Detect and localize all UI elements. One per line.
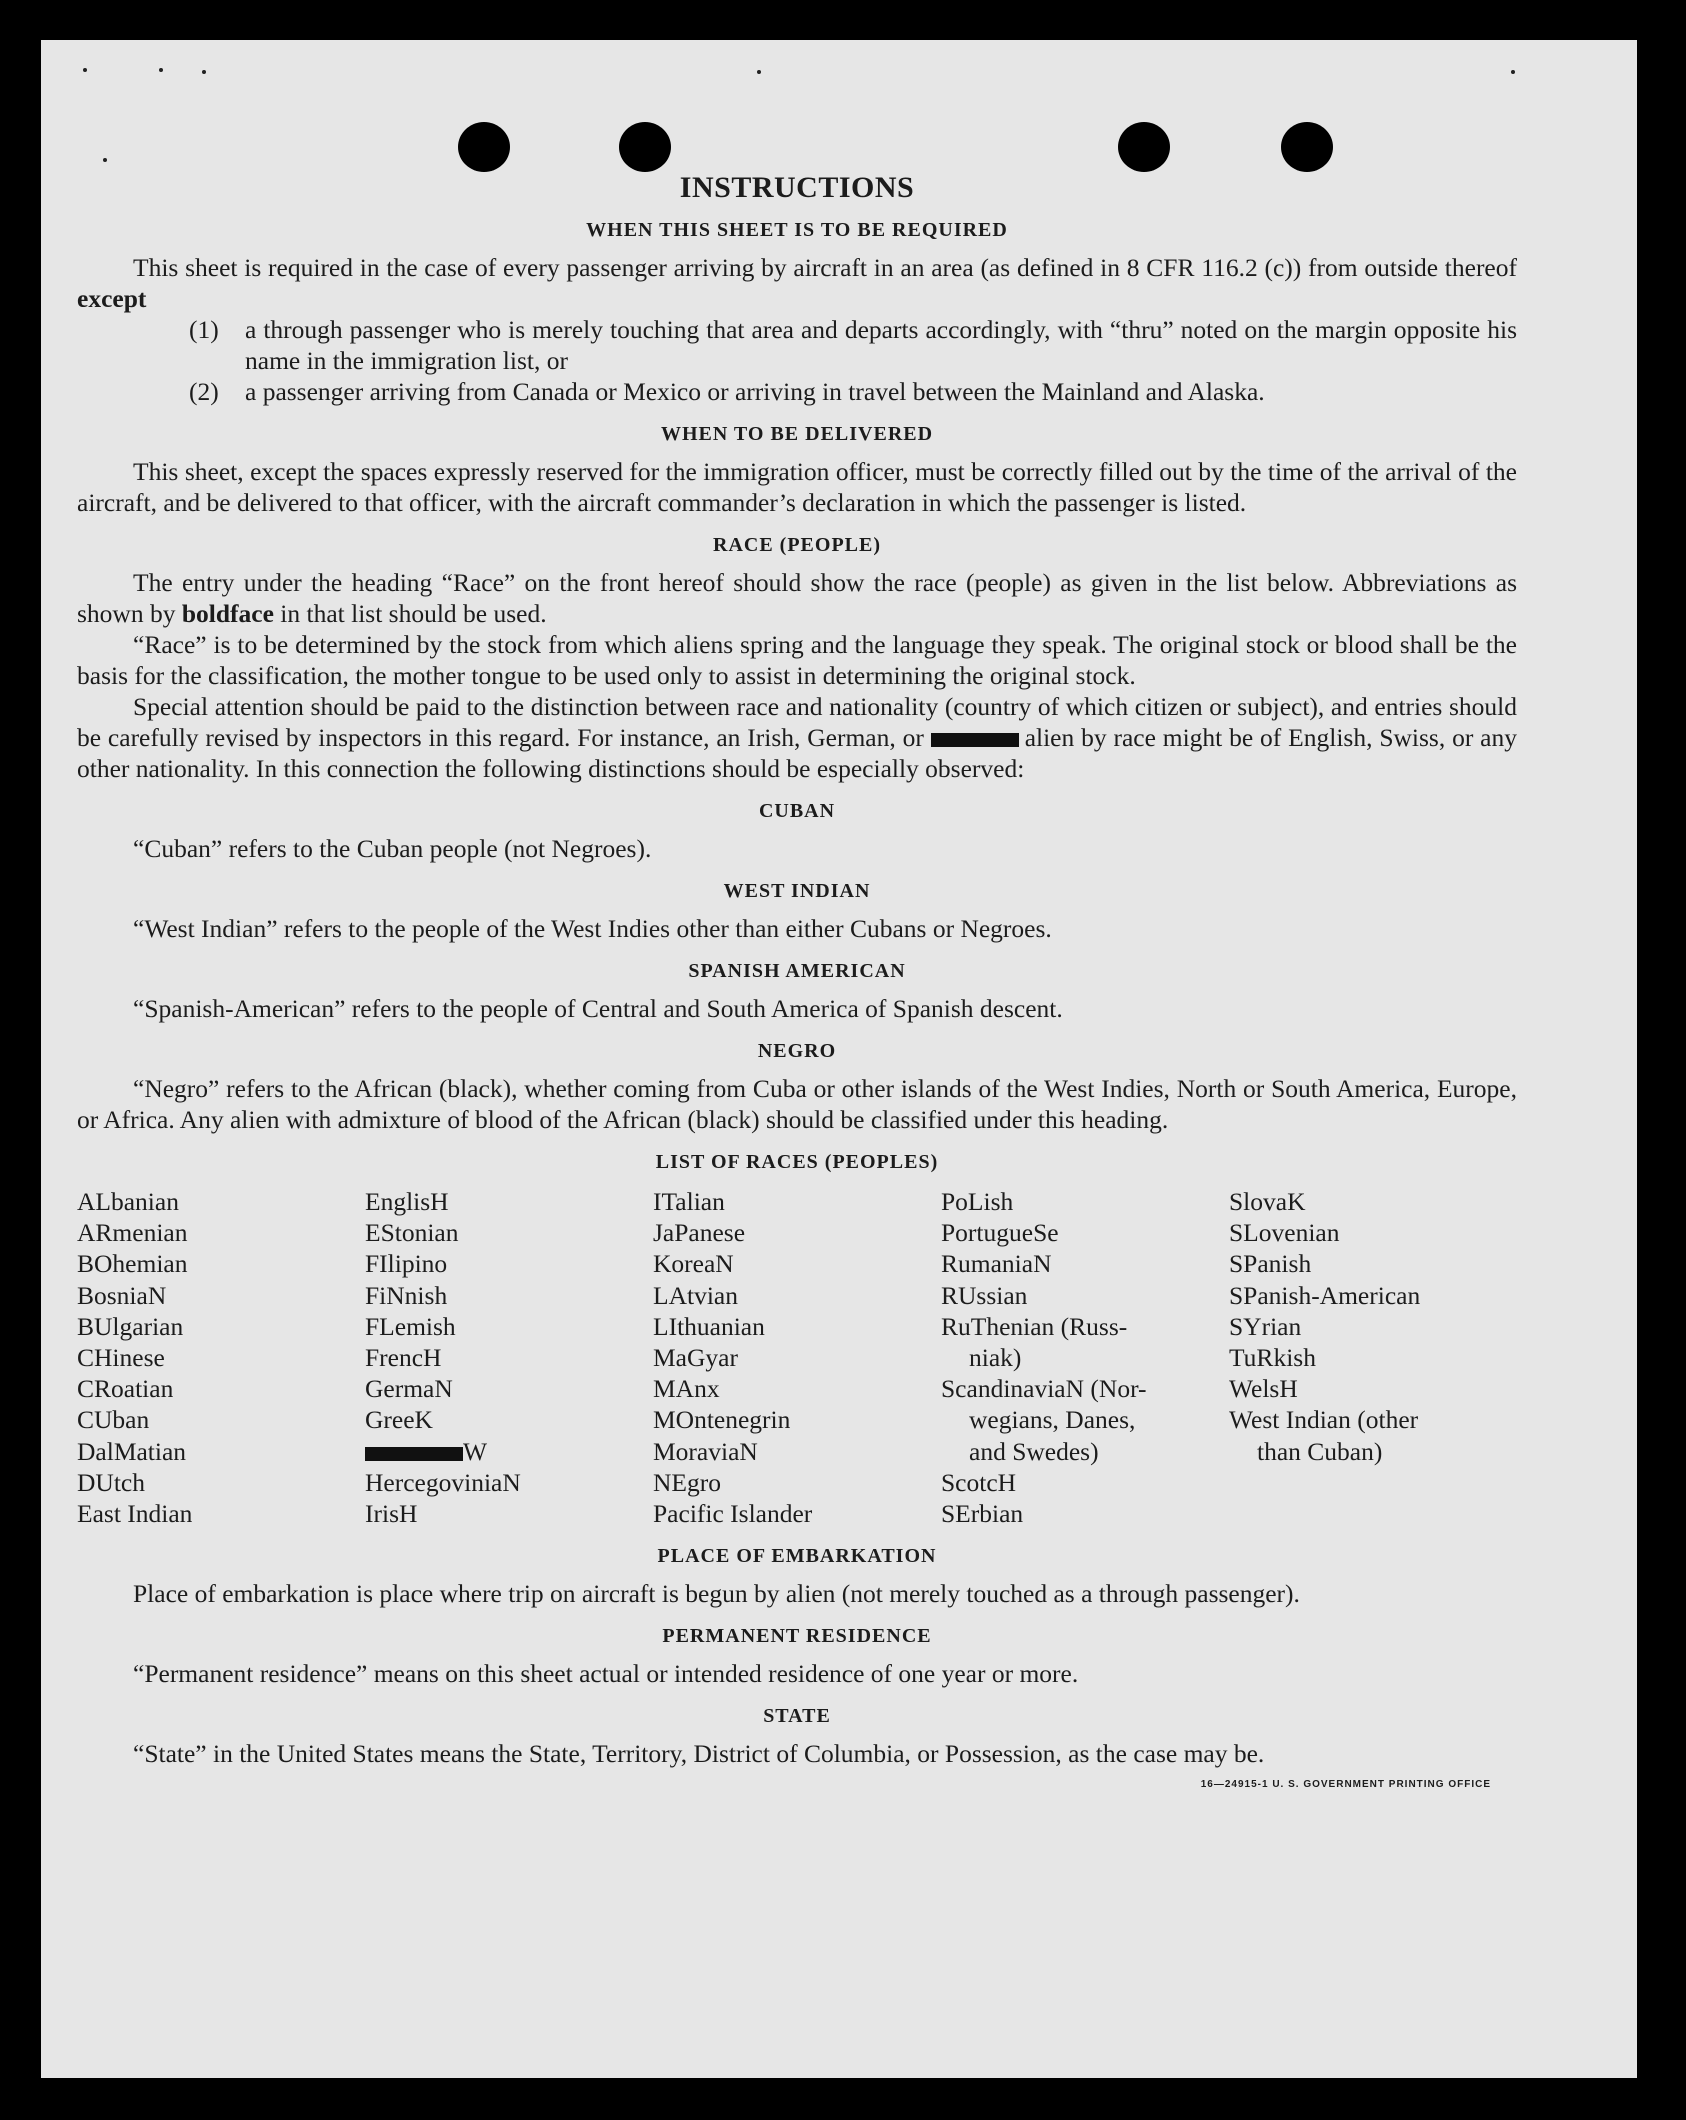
- race-entry: DalMatian: [77, 1436, 187, 1466]
- race-entry: RUssian: [941, 1280, 1028, 1310]
- race-entry: EStonian: [365, 1218, 459, 1248]
- race-paragraph: The entry under the heading “Race” on the front hereof should show the race (people) as given in the list below. Abbreviations as shown by boldface in that list should be used.: [77, 568, 1517, 628]
- race-entry: wegians, Danes,: [969, 1405, 1136, 1435]
- heading-negro: NEGRO: [757, 1040, 837, 1062]
- speck: [103, 158, 107, 162]
- speck: [159, 68, 163, 72]
- race-entry: RumaniaN: [941, 1249, 1052, 1279]
- heading-list-of-races: LIST OF RACES (PEOPLES): [655, 1151, 939, 1173]
- race-entry: ARmenian: [77, 1218, 188, 1248]
- punch-hole: [1281, 122, 1333, 172]
- race-entry: PortugueSe: [941, 1218, 1059, 1248]
- heading-cuban: CUBAN: [758, 800, 836, 822]
- negro-text: “Negro” refers to the African (black), whether coming from Cuba or other islands of the West Indies, North or South America, Europe, or Africa. Any alien with admixture of blood of the African (black) should be classified under this heading.: [77, 1074, 1517, 1134]
- when-required-text: This sheet is required in the case of every passenger arriving by aircraft in an area (as defined in 8 CFR 116.2 (c)) from outside thereof except: [77, 253, 1517, 313]
- race-entry: SPanish-American: [1229, 1280, 1421, 1310]
- printing-office-note: 16—24915-1 U. S. GOVERNMENT PRINTING OFFICE: [1200, 1779, 1491, 1791]
- punch-hole: [458, 122, 510, 172]
- race-entry: MOntenegrin: [653, 1405, 791, 1435]
- race-entry: SPanish: [1229, 1249, 1312, 1279]
- race-entry: ITalian: [653, 1187, 725, 1216]
- race-entry: than Cuban): [1257, 1436, 1383, 1466]
- race-entry: KoreaN: [653, 1249, 734, 1279]
- race-entry: West Indian (other: [1229, 1405, 1419, 1435]
- speck: [757, 70, 761, 74]
- race-entry: niak): [969, 1343, 1022, 1373]
- race-entry: SlovaK: [1229, 1187, 1306, 1216]
- list-item: (1) a through passenger who is merely touching that area and departs accordingly, with “thru” noted on the margin opposite his name in the immigration list, or: [189, 315, 1517, 375]
- punch-hole: [1118, 122, 1170, 172]
- race-entry: IrisH: [365, 1499, 418, 1529]
- heading-when-required: WHEN THIS SHEET IS TO BE REQUIRED: [586, 219, 1008, 241]
- races-column: [77, 1186, 365, 1529]
- race-entry: FIlipino: [365, 1249, 448, 1279]
- race-entry: RuThenian (Russ-: [941, 1311, 1128, 1341]
- race-entry: LIthuanian: [653, 1311, 765, 1341]
- heading-residence: PERMANENT RESIDENCE: [662, 1625, 932, 1648]
- when-delivered-text: This sheet, except the spaces expressly reserved for the immigration officer, must be correctly filled out by the time of the arrival of the aircraft, and be delivered to that officer, with the aircraft commander’s declaration in which the passenger is listed.: [77, 457, 1517, 517]
- race-entry: MaGyar: [653, 1343, 738, 1373]
- race-entry: PoLish: [941, 1187, 1014, 1216]
- races-column: [941, 1186, 1229, 1529]
- speck: [202, 70, 206, 74]
- cuban-text: “Cuban” refers to the Cuban people (not Negroes).: [133, 834, 652, 863]
- spanish-american-text: “Spanish-American” refers to the people of Central and South America of Spanish descent.: [133, 994, 1063, 1023]
- race-entry: ScandinaviaN (Nor-: [941, 1374, 1147, 1404]
- race-entry: JaPanese: [653, 1218, 746, 1248]
- race-entry: FrencH: [365, 1343, 442, 1373]
- heading-spanish-american: SPANISH AMERICAN: [688, 960, 906, 982]
- race-entry: NEgro: [653, 1467, 721, 1497]
- race-entry: ALbanian: [77, 1187, 179, 1216]
- redaction-mark: [931, 733, 1019, 747]
- race-entry: CRoatian: [77, 1374, 174, 1404]
- race-entry: BosniaN: [77, 1280, 167, 1310]
- document-body: [77, 172, 1517, 1800]
- heading-west-indian: WEST INDIAN: [723, 880, 871, 902]
- race-entry: EnglisH: [365, 1187, 449, 1216]
- document-title: INSTRUCTIONS: [679, 171, 915, 204]
- race-entry: WelsH: [1229, 1374, 1298, 1404]
- race-entry: SYrian: [1229, 1311, 1302, 1341]
- race-entry: Pacific Islander: [653, 1499, 813, 1529]
- race-entry: GermaN: [365, 1374, 453, 1404]
- speck: [83, 68, 87, 72]
- races-list: [77, 1186, 1517, 1529]
- speck: [1511, 70, 1515, 74]
- races-column: [365, 1186, 653, 1529]
- punch-hole: [619, 122, 671, 172]
- race-paragraph: “Race” is to be determined by the stock from which aliens spring and the language they speak. The original stock or blood shall be the basis for the classification, the mother tongue to be used only to assist in determining the original stock.: [77, 630, 1517, 690]
- race-entry-redacted: W: [365, 1436, 653, 1467]
- west-indian-text: “West Indian” refers to the people of the West Indies other than either Cubans or Negroes.: [133, 914, 1052, 943]
- race-entry: SLovenian: [1229, 1218, 1340, 1248]
- race-entry: BUlgarian: [77, 1311, 184, 1341]
- heading-state: STATE: [763, 1705, 831, 1728]
- race-entry: CUban: [77, 1405, 150, 1435]
- race-entry: FiNnish: [365, 1280, 448, 1310]
- race-entry: TuRkish: [1229, 1343, 1316, 1373]
- race-entry: FLemish: [365, 1311, 456, 1341]
- heading-embarkation: PLACE OF EMBARKATION: [657, 1545, 937, 1568]
- race-entry: ScotcH: [941, 1467, 1017, 1497]
- redaction-mark: [365, 1447, 463, 1461]
- race-entry: GreeK: [365, 1405, 433, 1435]
- race-entry: BOhemian: [77, 1249, 188, 1279]
- heading-when-delivered: WHEN TO BE DELIVERED: [660, 423, 934, 445]
- race-entry: CHinese: [77, 1343, 165, 1373]
- list-item: (2) a passenger arriving from Canada or Mexico or arriving in travel between the Mainland and Alaska.: [189, 377, 1265, 406]
- race-entry: MoraviaN: [653, 1436, 758, 1466]
- footer: [77, 1769, 1517, 1800]
- race-entry: DUtch: [77, 1467, 145, 1497]
- race-entry: LAtvian: [653, 1280, 738, 1310]
- race-entry: and Swedes): [969, 1436, 1099, 1466]
- races-column: [1229, 1186, 1517, 1529]
- race-entry: East Indian: [77, 1499, 193, 1529]
- race-paragraph: Special attention should be paid to the distinction between race and nationality (country of which citizen or subject), and entries should be carefully revised by inspectors in this regard. For instance, an Irish, German, or alien by race might be of English, Swiss, or any other nationality. In this connection the following distinctions should be especially observed:: [77, 692, 1517, 783]
- race-entry: MAnx: [653, 1374, 720, 1404]
- state-text: “State” in the United States means the State, Territory, District of Columbia, or Possession, as the case may be.: [133, 1739, 1265, 1769]
- races-column: [653, 1186, 941, 1529]
- document-page: [41, 40, 1637, 2078]
- residence-text: “Permanent residence” means on this sheet actual or intended residence of one year or more.: [133, 1659, 1079, 1689]
- race-entry: SErbian: [941, 1499, 1024, 1529]
- embarkation-text: Place of embarkation is place where trip on aircraft is begun by alien (not merely touched as a through passenger).: [133, 1579, 1300, 1609]
- heading-race: RACE (PEOPLE): [713, 534, 881, 556]
- race-entry: HercegoviniaN: [365, 1467, 521, 1497]
